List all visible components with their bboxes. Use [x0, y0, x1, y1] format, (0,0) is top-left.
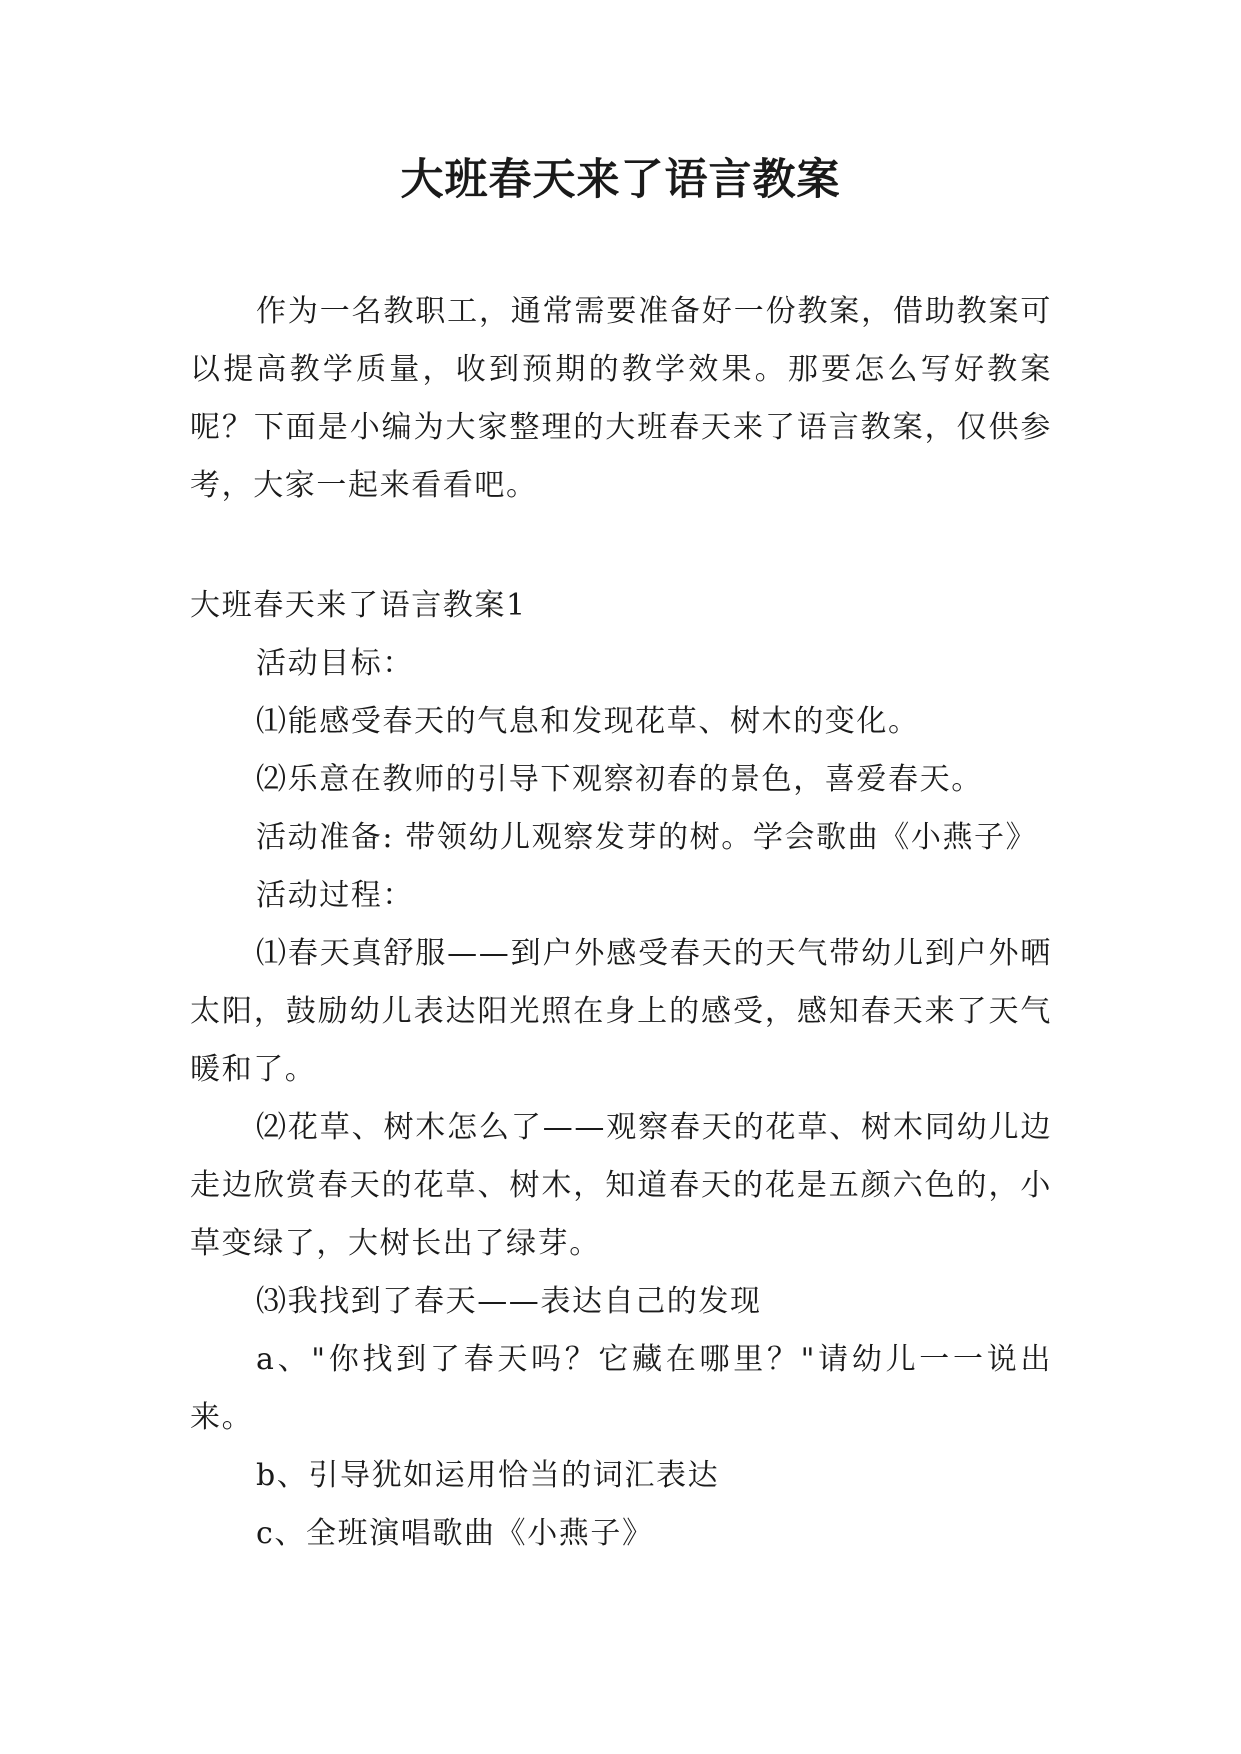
paragraph-step-2: ⑵花草、树木怎么了——观察春天的花草、树木同幼儿边走边欣赏春天的花草、树木，知道春天的花是五颜六色的，小草变绿了，大树长出了绿芽。: [190, 1110, 1052, 1261]
paragraph-step-3c: c、全班演唱歌曲《小燕子》: [256, 1516, 654, 1551]
paragraph-process: 活动过程：: [256, 878, 414, 913]
document-body: [190, 283, 1052, 1563]
paragraph-step-3a: a、"你找到了春天吗？它藏在哪里？"请幼儿一一说出来。: [190, 1342, 1052, 1435]
paragraph-step-3b: b、引导犹如运用恰当的词汇表达: [256, 1458, 720, 1493]
intro-paragraph: 作为一名教职工，通常需要准备好一份教案，借助教案可以提高教学质量，收到预期的教学效果。那要怎么写好教案呢？下面是小编为大家整理的大班春天来了语言教案，仅供参考，大家一起来看看吧。: [190, 294, 1052, 503]
section-heading: 大班春天来了语言教案1: [190, 588, 527, 623]
paragraph-preparation: 活动准备: 带领幼儿观察发芽的树。学会歌曲《小燕子》: [256, 820, 1038, 855]
paragraph-activity-goals: 活动目标：: [256, 646, 414, 681]
paragraph-goal-1: ⑴能感受春天的气息和发现花草、树木的变化。: [256, 704, 920, 739]
paragraph-goal-2: ⑵乐意在教师的引导下观察初春的景色，喜爱春天。: [256, 762, 983, 797]
paragraph-step-1: ⑴春天真舒服——到户外感受春天的天气带幼儿到户外晒太阳，鼓励幼儿表达阳光照在身上的感受，感知春天来了天气暖和了。: [190, 936, 1052, 1087]
paragraph-step-3: ⑶我找到了春天——表达自己的发现: [256, 1284, 762, 1319]
document-title: 大班春天来了语言教案: [400, 155, 841, 205]
